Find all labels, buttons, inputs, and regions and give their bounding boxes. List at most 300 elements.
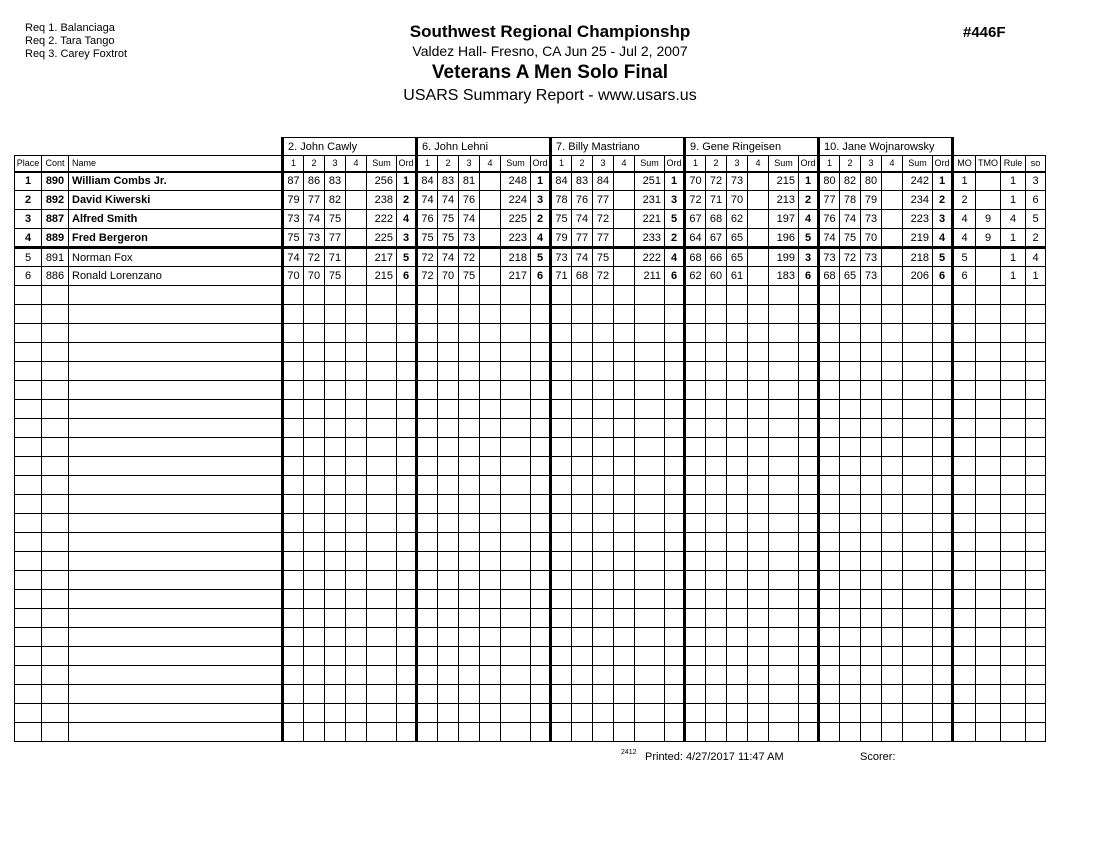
cell-score-3: 65 <box>727 248 748 267</box>
cell-sum: 197 <box>769 210 799 229</box>
cell-score-4 <box>346 590 367 609</box>
cell-score-1 <box>551 438 572 457</box>
cell-ord <box>397 514 417 533</box>
cell-score-2 <box>304 381 325 400</box>
cell-sum <box>635 514 665 533</box>
cell-mo <box>953 438 976 457</box>
cell-score-3 <box>861 533 882 552</box>
cell-score-3: 75 <box>459 267 480 286</box>
cell-sum <box>367 400 397 419</box>
cell-score-4 <box>346 305 367 324</box>
cell-ord <box>933 362 953 381</box>
cell-score-3 <box>459 590 480 609</box>
cell-tmo <box>976 324 1001 343</box>
cell-score-3 <box>861 419 882 438</box>
cell-ord <box>397 533 417 552</box>
cell-sum <box>903 381 933 400</box>
cell-score-4 <box>614 476 635 495</box>
cell-score-2: 71 <box>706 191 727 210</box>
cell-score-2: 67 <box>706 229 727 248</box>
cell-score-4 <box>480 343 501 362</box>
cell-ord <box>665 362 685 381</box>
cell-ord <box>933 609 953 628</box>
cell-ord <box>397 628 417 647</box>
scorer-label: Scorer: <box>860 751 896 763</box>
judge-header-row <box>15 138 1046 156</box>
cell-score-2: 70 <box>304 267 325 286</box>
footer <box>0 748 1100 766</box>
cell-score-4 <box>346 495 367 514</box>
cell-score-3 <box>593 704 614 723</box>
cell-score-3: 65 <box>727 229 748 248</box>
cell-score-3 <box>861 666 882 685</box>
col-header-name: Name <box>69 156 283 172</box>
cell-score-3: 80 <box>861 172 882 191</box>
cell-score-4 <box>614 647 635 666</box>
cell-name <box>69 343 283 362</box>
cell-score-3 <box>727 552 748 571</box>
cell-ord: 2 <box>531 210 551 229</box>
cell-sum: 231 <box>635 191 665 210</box>
cell-place <box>15 286 42 305</box>
cell-sum <box>769 590 799 609</box>
cell-score-3 <box>459 628 480 647</box>
cell-score-4 <box>614 229 635 248</box>
cell-sum: 256 <box>367 172 397 191</box>
cell-sum <box>769 685 799 704</box>
cell-rule <box>1001 305 1026 324</box>
cell-place: 3 <box>15 210 42 229</box>
cell-score-1 <box>819 685 840 704</box>
cell-mo <box>953 305 976 324</box>
col-header-4: 4 <box>480 156 501 172</box>
cell-score-2 <box>304 685 325 704</box>
cell-score-2 <box>706 704 727 723</box>
cell-so <box>1026 324 1046 343</box>
col-header-2: 2 <box>438 156 459 172</box>
cell-ord <box>799 514 819 533</box>
cell-score-3 <box>861 704 882 723</box>
cell-ord <box>799 666 819 685</box>
cell-sum <box>769 628 799 647</box>
cell-score-4 <box>882 229 903 248</box>
cell-sum <box>635 457 665 476</box>
cell-sum <box>635 590 665 609</box>
cell-ord <box>933 685 953 704</box>
cell-sum: 218 <box>903 248 933 267</box>
col-header-tmo: TMO <box>976 156 1001 172</box>
cell-sum <box>367 324 397 343</box>
cell-score-4 <box>346 533 367 552</box>
cell-sum: 223 <box>903 210 933 229</box>
cell-mo: 5 <box>953 248 976 267</box>
cell-mo: 6 <box>953 267 976 286</box>
cell-score-2 <box>706 305 727 324</box>
cell-score-1 <box>283 381 304 400</box>
cell-score-2 <box>572 666 593 685</box>
empty-row <box>15 704 1046 723</box>
cell-score-2 <box>840 685 861 704</box>
cell-sum <box>769 495 799 514</box>
cell-score-1: 73 <box>283 210 304 229</box>
cell-score-3 <box>325 609 346 628</box>
col-header-3: 3 <box>593 156 614 172</box>
cell-score-4 <box>480 609 501 628</box>
cell-sum: 196 <box>769 229 799 248</box>
cell-ord <box>933 533 953 552</box>
cell-score-4 <box>882 514 903 533</box>
cell-score-1 <box>551 647 572 666</box>
cell-score-4 <box>346 362 367 381</box>
cell-score-3 <box>727 723 748 742</box>
cell-mo <box>953 400 976 419</box>
cell-cont <box>42 533 69 552</box>
cell-score-4 <box>480 685 501 704</box>
cell-score-4 <box>480 590 501 609</box>
cell-ord: 4 <box>397 210 417 229</box>
cell-score-2 <box>840 419 861 438</box>
cell-tmo <box>976 609 1001 628</box>
cell-sum: 223 <box>501 229 531 248</box>
cell-rule: 1 <box>1001 229 1026 248</box>
cell-score-1 <box>283 571 304 590</box>
cell-score-4 <box>748 571 769 590</box>
cell-sum <box>903 723 933 742</box>
cell-score-3 <box>459 381 480 400</box>
cell-sum <box>769 343 799 362</box>
cell-score-3 <box>459 400 480 419</box>
cell-score-4 <box>346 286 367 305</box>
cell-ord <box>665 438 685 457</box>
cell-score-4 <box>614 438 635 457</box>
cell-score-4 <box>346 400 367 419</box>
cell-score-1 <box>819 514 840 533</box>
cell-sum <box>903 552 933 571</box>
cell-ord <box>665 476 685 495</box>
cell-score-1 <box>551 666 572 685</box>
cell-tmo <box>976 438 1001 457</box>
cell-score-2 <box>706 343 727 362</box>
cell-sum <box>635 400 665 419</box>
cell-score-4 <box>882 704 903 723</box>
cell-score-3 <box>459 514 480 533</box>
cell-score-4 <box>748 229 769 248</box>
cell-so <box>1026 514 1046 533</box>
cell-score-4 <box>882 286 903 305</box>
cell-cont <box>42 343 69 362</box>
cell-score-4 <box>748 628 769 647</box>
cell-score-3 <box>727 571 748 590</box>
cell-tmo <box>976 590 1001 609</box>
cell-score-3 <box>459 495 480 514</box>
cell-score-2 <box>304 666 325 685</box>
cell-score-3 <box>593 666 614 685</box>
cell-score-1 <box>685 362 706 381</box>
cell-ord <box>531 495 551 514</box>
cell-so <box>1026 495 1046 514</box>
cell-sum <box>769 305 799 324</box>
cell-score-3 <box>861 723 882 742</box>
cell-score-1 <box>551 381 572 400</box>
cell-score-3 <box>593 685 614 704</box>
cell-name <box>69 476 283 495</box>
cell-ord: 1 <box>799 172 819 191</box>
event-title: Veterans A Men Solo Final <box>431 62 669 83</box>
cell-score-4 <box>480 248 501 267</box>
col-header-rule: Rule <box>1001 156 1026 172</box>
cell-rule <box>1001 552 1026 571</box>
cell-sum <box>367 571 397 590</box>
cell-ord <box>933 495 953 514</box>
col-header-sum: Sum <box>367 156 397 172</box>
cell-ord <box>933 571 953 590</box>
cell-sum <box>501 571 531 590</box>
cell-score-4 <box>748 419 769 438</box>
cell-sum <box>769 419 799 438</box>
cell-score-4 <box>480 191 501 210</box>
requirement-line-2: Req 2. Tara Tango <box>25 35 115 47</box>
cell-score-4 <box>882 343 903 362</box>
cell-so <box>1026 628 1046 647</box>
cell-place: 2 <box>15 191 42 210</box>
cell-so <box>1026 400 1046 419</box>
cell-score-2 <box>438 647 459 666</box>
cell-score-1: 75 <box>551 210 572 229</box>
cell-tmo <box>976 685 1001 704</box>
cell-score-2 <box>840 476 861 495</box>
cell-score-2: 76 <box>572 191 593 210</box>
cell-sum <box>903 514 933 533</box>
cell-score-4 <box>346 647 367 666</box>
cell-score-2 <box>840 552 861 571</box>
cell-score-4 <box>346 666 367 685</box>
cell-score-2 <box>438 381 459 400</box>
cell-score-4 <box>346 381 367 400</box>
cell-score-2 <box>304 400 325 419</box>
cell-score-1 <box>819 609 840 628</box>
cell-score-2 <box>706 324 727 343</box>
cell-sum <box>501 343 531 362</box>
cell-score-4 <box>346 419 367 438</box>
cell-score-2 <box>438 533 459 552</box>
cell-score-3: 71 <box>325 248 346 267</box>
cell-ord: 2 <box>665 229 685 248</box>
cell-score-4 <box>480 267 501 286</box>
cell-score-3 <box>459 704 480 723</box>
cell-score-3 <box>593 628 614 647</box>
cell-score-1 <box>283 476 304 495</box>
cell-score-2: 68 <box>572 267 593 286</box>
cell-ord: 6 <box>799 267 819 286</box>
cell-ord <box>799 685 819 704</box>
cell-score-3 <box>593 400 614 419</box>
cell-sum <box>769 571 799 590</box>
cell-mo <box>953 609 976 628</box>
event-number: #446F <box>963 24 1006 41</box>
cell-score-3 <box>325 685 346 704</box>
cell-score-3 <box>861 305 882 324</box>
cell-so <box>1026 362 1046 381</box>
cell-score-4 <box>614 362 635 381</box>
cell-score-4 <box>480 495 501 514</box>
cell-sum <box>769 666 799 685</box>
cell-score-1 <box>283 685 304 704</box>
cell-score-3 <box>861 476 882 495</box>
cell-place <box>15 457 42 476</box>
cell-sum <box>769 704 799 723</box>
cell-score-1 <box>551 419 572 438</box>
cell-score-3 <box>459 666 480 685</box>
cell-so <box>1026 286 1046 305</box>
cell-sum <box>903 666 933 685</box>
cell-score-1 <box>283 723 304 742</box>
cell-score-4 <box>346 704 367 723</box>
cell-score-2 <box>706 457 727 476</box>
cell-score-1: 76 <box>819 210 840 229</box>
cell-score-4 <box>614 248 635 267</box>
cell-sum: 222 <box>635 248 665 267</box>
cell-ord <box>665 647 685 666</box>
cell-ord: 4 <box>933 229 953 248</box>
cell-sum <box>903 362 933 381</box>
cell-score-1 <box>685 685 706 704</box>
cell-score-2 <box>438 666 459 685</box>
cell-score-3: 75 <box>593 248 614 267</box>
cell-ord: 5 <box>799 229 819 248</box>
cell-score-1: 84 <box>551 172 572 191</box>
cell-score-3 <box>459 324 480 343</box>
cell-score-3 <box>459 609 480 628</box>
cell-score-4 <box>480 286 501 305</box>
cell-mo <box>953 571 976 590</box>
cell-so <box>1026 704 1046 723</box>
cell-sum: 234 <box>903 191 933 210</box>
cell-name <box>69 495 283 514</box>
cell-sum <box>635 476 665 495</box>
judge-header-1: 2. John Cawly <box>283 138 417 156</box>
cell-cont <box>42 305 69 324</box>
cell-tmo <box>976 172 1001 191</box>
cell-ord <box>799 628 819 647</box>
cell-score-3 <box>727 343 748 362</box>
empty-row <box>15 286 1046 305</box>
cell-score-2: 77 <box>304 191 325 210</box>
cell-score-3 <box>459 571 480 590</box>
cell-tmo: 9 <box>976 210 1001 229</box>
cell-score-2 <box>840 381 861 400</box>
cell-ord <box>799 552 819 571</box>
cell-so <box>1026 723 1046 742</box>
cell-score-2 <box>840 609 861 628</box>
cell-cont <box>42 514 69 533</box>
col-header-2: 2 <box>572 156 593 172</box>
cell-score-2 <box>840 628 861 647</box>
cell-score-4 <box>614 552 635 571</box>
cell-score-1 <box>551 590 572 609</box>
cell-score-3 <box>593 514 614 533</box>
header-spacer-left <box>15 138 283 156</box>
cell-score-3 <box>593 419 614 438</box>
cell-place <box>15 590 42 609</box>
cell-place <box>15 552 42 571</box>
cell-score-4 <box>748 590 769 609</box>
cell-score-2 <box>572 628 593 647</box>
cell-score-1: 73 <box>551 248 572 267</box>
cell-score-1 <box>283 419 304 438</box>
cell-place <box>15 704 42 723</box>
cell-cont <box>42 324 69 343</box>
cell-score-1 <box>417 476 438 495</box>
empty-row <box>15 495 1046 514</box>
cell-score-4 <box>882 438 903 457</box>
table-row-place-3 <box>15 210 1046 229</box>
cell-tmo <box>976 552 1001 571</box>
cell-score-2 <box>438 419 459 438</box>
cell-place <box>15 685 42 704</box>
cell-tmo <box>976 191 1001 210</box>
cell-score-2: 86 <box>304 172 325 191</box>
cell-score-3 <box>593 381 614 400</box>
cell-rule <box>1001 381 1026 400</box>
cell-place <box>15 495 42 514</box>
cell-score-3 <box>593 438 614 457</box>
cell-ord <box>799 438 819 457</box>
cell-ord <box>531 438 551 457</box>
cell-score-4 <box>614 723 635 742</box>
cell-cont <box>42 666 69 685</box>
cell-score-3 <box>861 324 882 343</box>
cell-tmo <box>976 400 1001 419</box>
cell-score-2 <box>438 438 459 457</box>
cell-score-4 <box>882 533 903 552</box>
cell-ord <box>665 419 685 438</box>
cell-score-3 <box>727 400 748 419</box>
cell-score-1 <box>551 495 572 514</box>
cell-score-2 <box>706 571 727 590</box>
col-header-1: 1 <box>685 156 706 172</box>
cell-score-1 <box>685 590 706 609</box>
cell-ord: 1 <box>665 172 685 191</box>
cell-score-2 <box>304 324 325 343</box>
cell-score-1 <box>283 533 304 552</box>
cell-ord: 1 <box>397 172 417 191</box>
cell-score-3 <box>459 343 480 362</box>
cell-score-1 <box>551 286 572 305</box>
cell-mo <box>953 419 976 438</box>
cell-score-1 <box>417 343 438 362</box>
judge-header-5: 10. Jane Wojnarowsky <box>819 138 953 156</box>
cell-score-3 <box>325 514 346 533</box>
cell-score-2 <box>572 609 593 628</box>
cell-score-1 <box>283 514 304 533</box>
cell-ord <box>397 609 417 628</box>
cell-ord: 6 <box>397 267 417 286</box>
cell-ord <box>799 457 819 476</box>
cell-score-3 <box>325 476 346 495</box>
cell-score-4 <box>882 362 903 381</box>
cell-score-3 <box>325 286 346 305</box>
cell-sum <box>367 514 397 533</box>
cell-mo <box>953 647 976 666</box>
cell-sum <box>903 685 933 704</box>
cell-tmo <box>976 362 1001 381</box>
cell-so <box>1026 590 1046 609</box>
cell-score-3: 75 <box>325 210 346 229</box>
cell-sum <box>903 476 933 495</box>
col-header-3: 3 <box>325 156 346 172</box>
cell-score-3 <box>593 571 614 590</box>
cell-score-2: 74 <box>438 191 459 210</box>
